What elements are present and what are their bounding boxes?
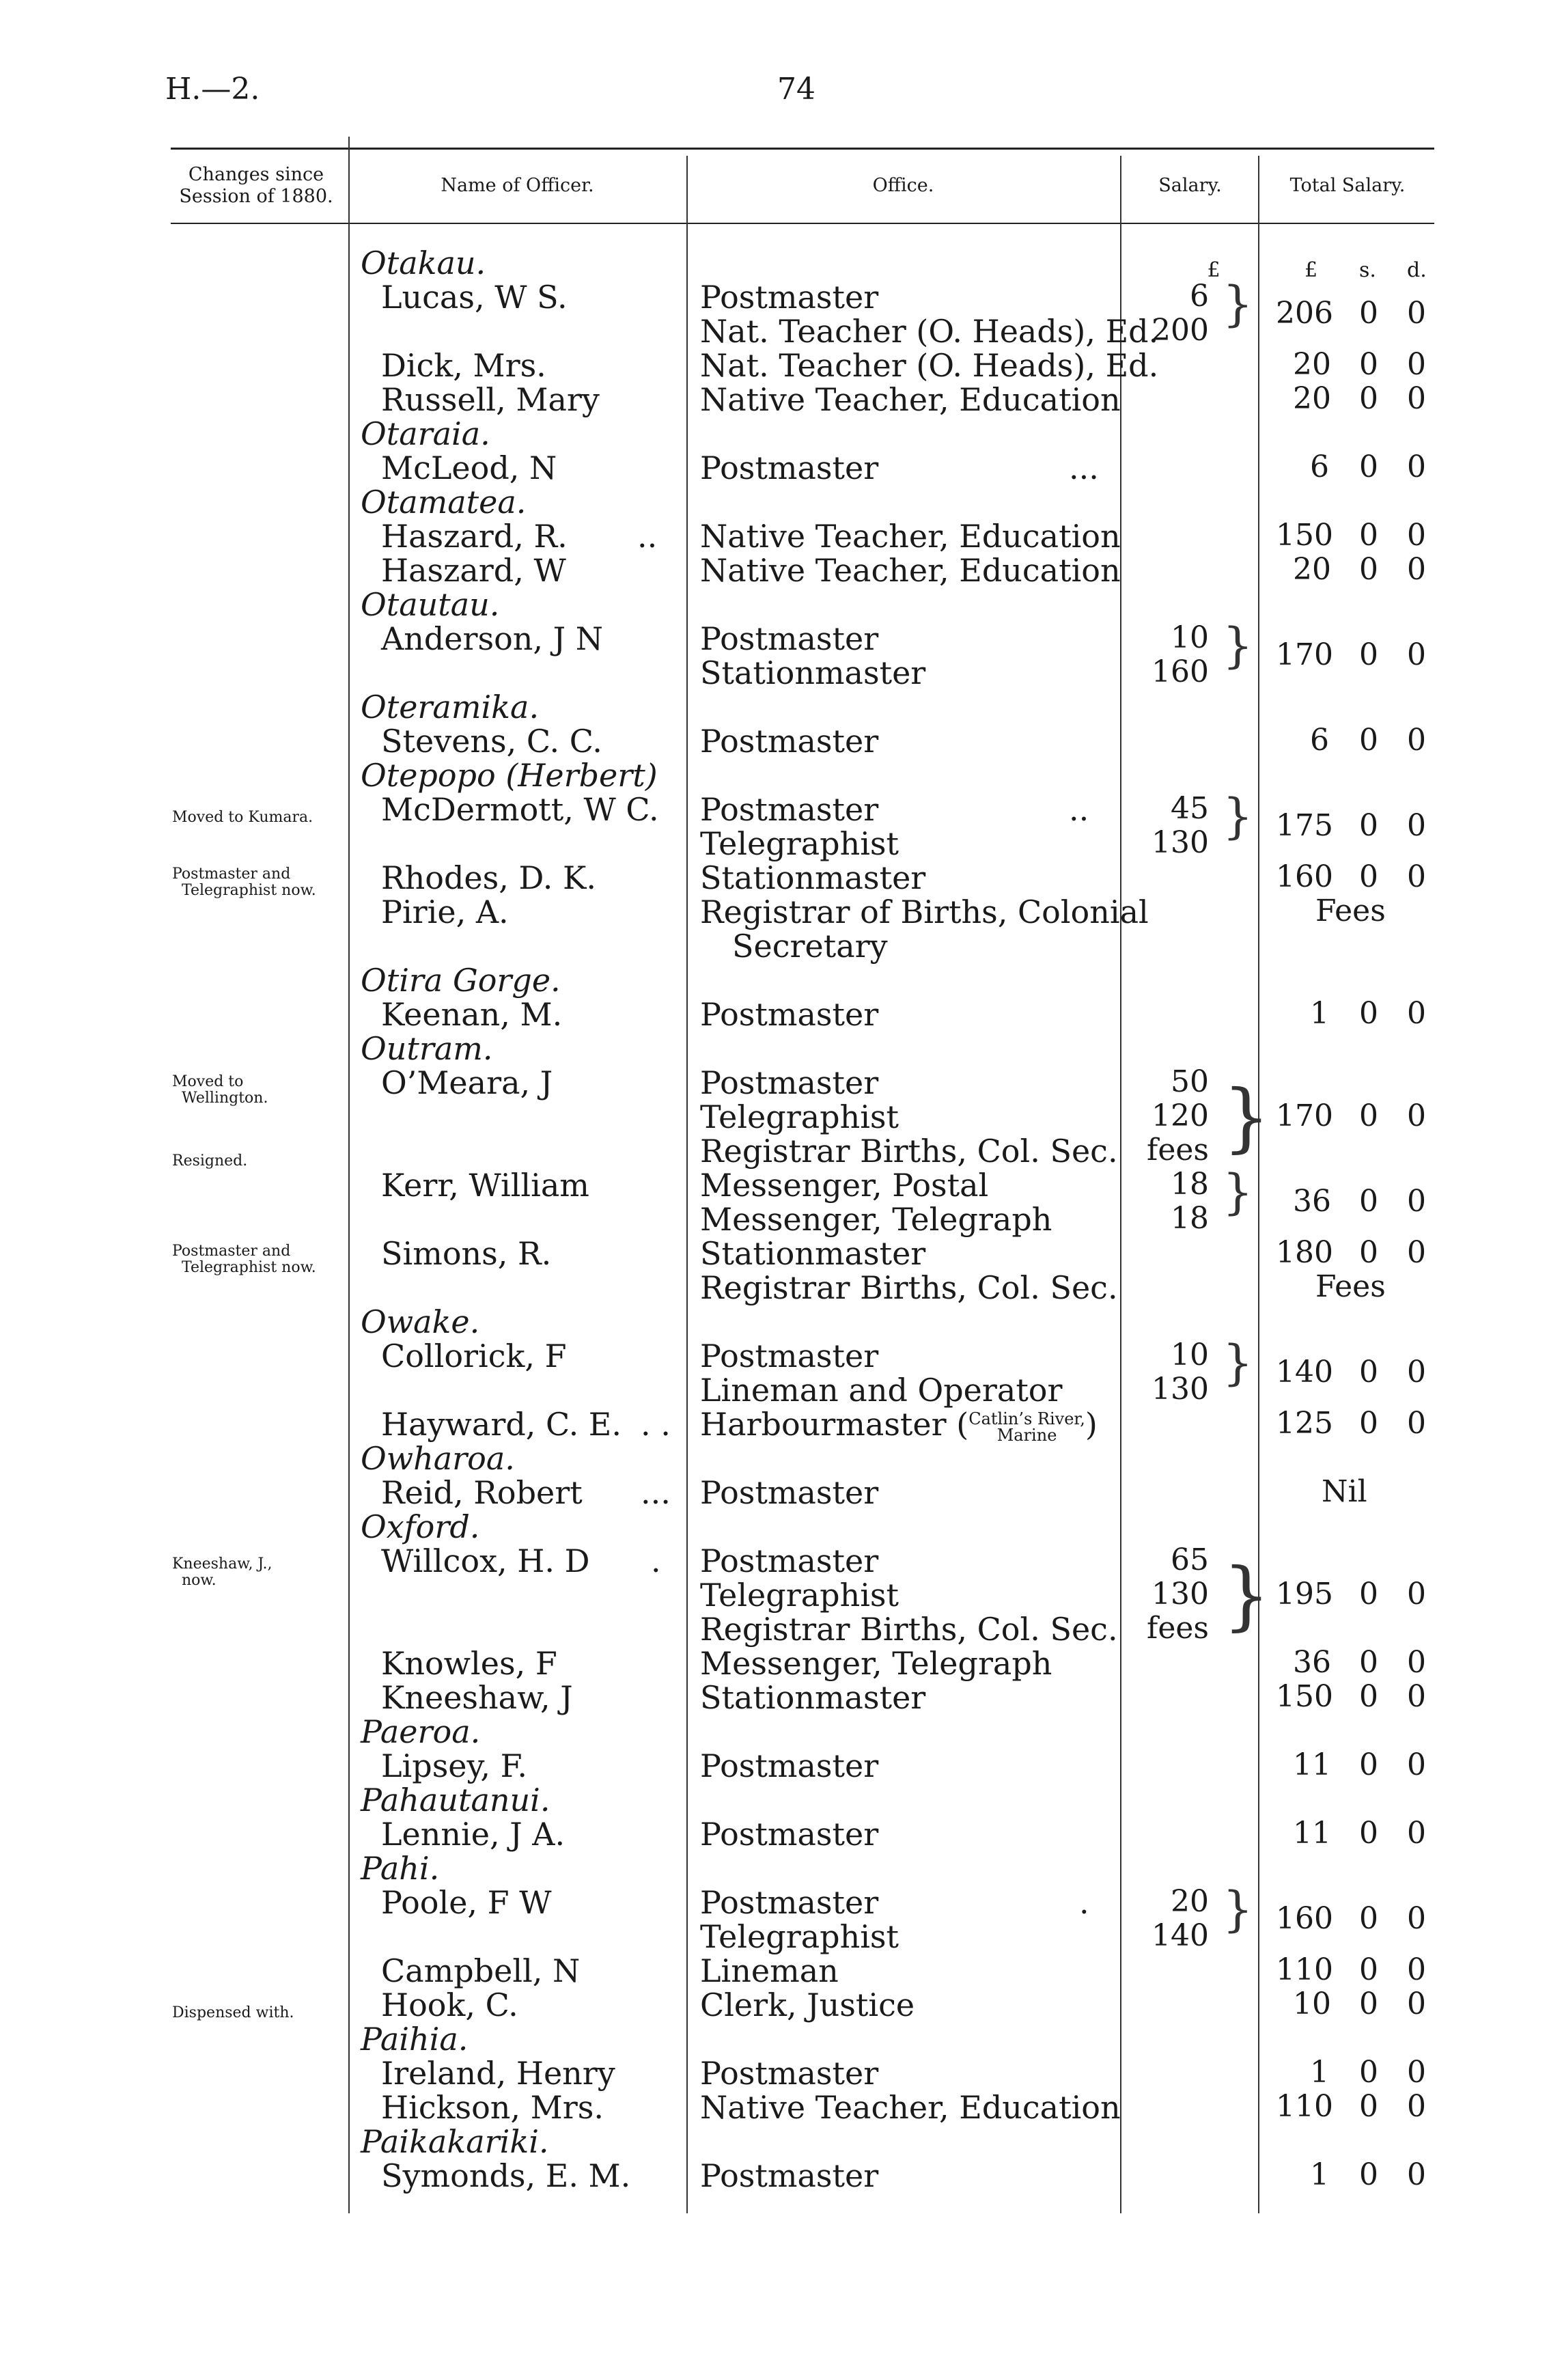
office-title: Telegraphist bbox=[700, 1098, 899, 1135]
salary-value: 65 bbox=[1171, 1542, 1209, 1577]
place-heading: Otakau. bbox=[361, 245, 486, 281]
office-title: Telegraphist bbox=[700, 1918, 899, 1955]
office-title: Registrar Births, Col. Sec. bbox=[700, 1133, 1118, 1170]
brace-glyph: } bbox=[1223, 1164, 1253, 1220]
officer-name: Keenan, M. bbox=[381, 996, 563, 1033]
total-row: 195 0 0 bbox=[1276, 1577, 1426, 1611]
salary-value: 50 bbox=[1171, 1064, 1209, 1099]
office-title: Postmaster bbox=[700, 2055, 879, 2092]
total-row: 110 0 0 bbox=[1276, 2089, 1426, 2124]
office-note: Catlin’s River, Marine bbox=[968, 1409, 1085, 1445]
total-row: 6 0 0 bbox=[1310, 449, 1426, 484]
total-row: 140 0 0 bbox=[1276, 1355, 1426, 1389]
change-note: Dispensed with. bbox=[172, 2004, 294, 2021]
office-title: Postmaster bbox=[700, 1816, 879, 1853]
header-name: Name of Officer. bbox=[441, 175, 594, 196]
column-divider-4 bbox=[1258, 156, 1259, 2213]
total-row: 150 0 0 bbox=[1276, 1679, 1426, 1714]
office-title: Harbourmaster (Catlin’s River, Marine ) bbox=[700, 1406, 1098, 1445]
officer-name: Kerr, William bbox=[381, 1167, 589, 1204]
officer-name: Ireland, Henry bbox=[381, 2055, 615, 2092]
total-row: 1 0 0 bbox=[1310, 996, 1426, 1031]
salary-value: 130 bbox=[1152, 1577, 1209, 1611]
total-row: 36 0 0 bbox=[1293, 1184, 1426, 1219]
salary-value: 10 bbox=[1171, 620, 1209, 655]
office-title: Telegraphist bbox=[700, 825, 899, 862]
officer-name: Rhodes, D. K. bbox=[381, 859, 596, 896]
total-row: 10 0 0 bbox=[1293, 1987, 1426, 2021]
officer-name: Stevens, C. C. bbox=[381, 723, 602, 760]
office-title: Nat. Teacher (O. Heads), Ed. bbox=[700, 347, 1159, 384]
office-title: Lineman and Operator bbox=[700, 1372, 1063, 1409]
office-title: Lineman bbox=[700, 1952, 839, 1989]
header-total: Total Salary. bbox=[1289, 175, 1406, 196]
table-header-rule bbox=[171, 223, 1434, 224]
change-note: Resigned. bbox=[172, 1152, 248, 1170]
officer-name: Symonds, E. M. bbox=[381, 2157, 631, 2194]
total-row: 6 0 0 bbox=[1310, 723, 1426, 758]
salary-value: 10 bbox=[1171, 1338, 1209, 1372]
total-row: 11 0 0 bbox=[1293, 1747, 1426, 1782]
office-title: Registrar Births, Col. Sec. bbox=[700, 1269, 1118, 1306]
total-row: 20 0 0 bbox=[1293, 347, 1426, 382]
office-title: Native Teacher, Education bbox=[700, 518, 1121, 555]
salary-unit: £ bbox=[1207, 258, 1220, 282]
total-row: 11 0 0 bbox=[1293, 1816, 1426, 1851]
office-title: Postmaster bbox=[700, 1064, 879, 1101]
officer-name: Kneeshaw, J bbox=[381, 1679, 573, 1716]
office-title: Postmaster bbox=[700, 1747, 879, 1784]
officer-name: Lipsey, F. bbox=[381, 1747, 528, 1784]
office-title: Messenger, Telegraph bbox=[700, 1201, 1052, 1238]
office-title: Postmaster bbox=[700, 996, 879, 1033]
office-title: Postmaster bbox=[700, 2157, 879, 2194]
place-heading: Owake. bbox=[361, 1303, 480, 1340]
officer-name: Russell, Mary bbox=[381, 381, 600, 418]
office-title: Native Teacher, Education bbox=[700, 2089, 1121, 2126]
officer-name: Pirie, A. bbox=[381, 894, 509, 930]
column-divider-2 bbox=[686, 156, 688, 2213]
brace-glyph: } bbox=[1223, 1073, 1270, 1161]
office-title: Registrar of Births, Colonial bbox=[700, 894, 1149, 930]
total-row: 20 0 0 bbox=[1293, 552, 1426, 587]
place-heading: Paeroa. bbox=[361, 1713, 481, 1750]
office-title: Postmaster . bbox=[700, 1884, 1089, 1921]
brace-glyph: } bbox=[1223, 276, 1253, 332]
officer-name: Hickson, Mrs. bbox=[381, 2089, 604, 2126]
place-heading: Pahautanui. bbox=[361, 1782, 550, 1818]
header-changes: Changes since Session of 1880. bbox=[179, 164, 333, 207]
salary-value: 130 bbox=[1152, 1372, 1209, 1407]
officer-name: Lennie, J A. bbox=[381, 1816, 566, 1853]
column-divider-1 bbox=[348, 137, 350, 2213]
total-row: 1 0 0 bbox=[1310, 2157, 1426, 2192]
total-row: 20 0 0 bbox=[1293, 381, 1426, 416]
place-heading: Paihia. bbox=[361, 2021, 469, 2058]
officer-name: Hook, C. bbox=[381, 1987, 518, 2023]
salary-value: fees bbox=[1147, 1611, 1209, 1646]
office-title: Postmaster bbox=[700, 723, 879, 760]
total-row: 150 0 0 bbox=[1276, 518, 1426, 553]
change-note: Postmaster and Telegraphist now. bbox=[172, 866, 316, 899]
place-heading: Otautau. bbox=[361, 586, 500, 623]
office-title: Postmaster bbox=[700, 620, 879, 657]
brace-glyph: } bbox=[1223, 1335, 1253, 1391]
office-title: Secretary bbox=[732, 928, 888, 965]
total-row: 125 0 0 bbox=[1276, 1406, 1426, 1441]
header-office: Office. bbox=[872, 175, 934, 196]
officer-name: Reid, Robert ... bbox=[381, 1474, 671, 1511]
total-fees: Fees bbox=[1315, 1269, 1386, 1304]
salary-value: 120 bbox=[1152, 1098, 1209, 1133]
office-title: Postmaster bbox=[700, 1338, 879, 1374]
office-title: Postmaster bbox=[700, 279, 879, 316]
office-title: Stationmaster bbox=[700, 654, 926, 691]
total-row: 170 0 0 bbox=[1276, 637, 1426, 672]
total-row: 160 0 0 bbox=[1276, 1901, 1426, 1936]
change-note: Moved to Kumara. bbox=[172, 809, 313, 826]
place-heading: Otepopo (Herbert) bbox=[361, 757, 658, 794]
officer-name: O’Meara, J bbox=[381, 1064, 553, 1101]
total-row: 180 0 0 bbox=[1276, 1235, 1426, 1270]
total-row: 1 0 0 bbox=[1310, 2055, 1426, 2090]
officer-name: Anderson, J N bbox=[381, 620, 603, 657]
salary-value: 200 bbox=[1152, 313, 1209, 348]
office-title: Nat. Teacher (O. Heads), Ed. bbox=[700, 313, 1159, 350]
brace-glyph: } bbox=[1223, 1551, 1270, 1639]
office-title: Postmaster bbox=[700, 1542, 879, 1579]
total-row: 110 0 0 bbox=[1276, 1952, 1426, 1987]
brace-glyph: } bbox=[1223, 618, 1253, 674]
officer-name: Dick, Mrs. bbox=[381, 347, 546, 384]
salary-value: 45 bbox=[1171, 791, 1209, 826]
officer-name: Poole, F W bbox=[381, 1884, 552, 1921]
change-note: Moved to Wellington. bbox=[172, 1073, 268, 1107]
brace-glyph: } bbox=[1223, 1881, 1253, 1937]
pounds-unit: £ bbox=[1304, 258, 1318, 282]
officer-name: Willcox, H. D . bbox=[381, 1542, 661, 1579]
salary-value: 6 bbox=[1190, 279, 1209, 314]
place-heading: Owharoa. bbox=[361, 1440, 515, 1477]
total-nil: Nil bbox=[1322, 1474, 1367, 1509]
officer-name: McDermott, W C. bbox=[381, 791, 659, 828]
page-number: 74 bbox=[777, 72, 815, 107]
office-title: Clerk, Justice bbox=[700, 1987, 915, 2023]
officer-name: Campbell, N bbox=[381, 1952, 581, 1989]
salary-value: 140 bbox=[1152, 1918, 1209, 1953]
salary-value: 18 bbox=[1171, 1167, 1209, 1202]
officer-name: Lucas, W S. bbox=[381, 279, 568, 316]
total-row: 170 0 0 bbox=[1276, 1098, 1426, 1133]
office-title: Registrar Births, Col. Sec. bbox=[700, 1611, 1118, 1648]
officer-name: McLeod, N bbox=[381, 449, 557, 486]
office-title: Native Teacher, Education bbox=[700, 381, 1121, 418]
place-heading: Paikakariki. bbox=[361, 2123, 549, 2160]
total-row: 160 0 0 bbox=[1276, 859, 1426, 894]
officer-name: Haszard, R. .. bbox=[381, 518, 658, 555]
total-row: 175 0 0 bbox=[1276, 808, 1426, 843]
place-heading: Oxford. bbox=[361, 1508, 480, 1545]
total-row: 206 0 0 bbox=[1276, 296, 1426, 331]
salary-value: 18 bbox=[1171, 1201, 1209, 1236]
office-title: Stationmaster bbox=[700, 1679, 926, 1716]
officer-name: Hayward, C. E. . . bbox=[381, 1406, 671, 1443]
shillings-unit: s. bbox=[1359, 258, 1376, 282]
office-title: Postmaster bbox=[700, 1474, 879, 1511]
office-title: Native Teacher, Education bbox=[700, 552, 1121, 589]
office-title: Messenger, Postal bbox=[700, 1167, 989, 1204]
page-reference: H.—2. bbox=[165, 72, 260, 107]
place-heading: Otira Gorge. bbox=[361, 962, 561, 999]
header-salary: Salary. bbox=[1158, 175, 1222, 196]
total-row: 36 0 0 bbox=[1293, 1645, 1426, 1680]
office-title: Stationmaster bbox=[700, 859, 926, 896]
office-title: Messenger, Telegraph bbox=[700, 1645, 1052, 1682]
officer-name: Knowles, F bbox=[381, 1645, 557, 1682]
table-top-rule bbox=[171, 148, 1434, 150]
place-heading: Oteramika. bbox=[361, 689, 540, 725]
brace-glyph: } bbox=[1223, 788, 1253, 844]
officer-name: Collorick, F bbox=[381, 1338, 567, 1374]
salary-value: 160 bbox=[1152, 654, 1209, 689]
salary-value: 20 bbox=[1171, 1884, 1209, 1919]
office-title: Stationmaster bbox=[700, 1235, 926, 1272]
salary-value: 130 bbox=[1152, 825, 1209, 860]
office-title: Postmaster ... bbox=[700, 449, 1099, 486]
place-heading: Otamatea. bbox=[361, 484, 527, 521]
pence-unit: d. bbox=[1407, 258, 1427, 282]
salary-value: fees bbox=[1147, 1133, 1209, 1167]
office-title: Postmaster .. bbox=[700, 791, 1089, 828]
office-title: Telegraphist bbox=[700, 1577, 899, 1614]
change-note: Kneeshaw, J., now. bbox=[172, 1555, 273, 1589]
place-heading: Outram. bbox=[361, 1030, 493, 1067]
change-note: Postmaster and Telegraphist now. bbox=[172, 1243, 316, 1276]
place-heading: Otaraia. bbox=[361, 415, 490, 452]
place-heading: Pahi. bbox=[361, 1850, 440, 1887]
total-fees: Fees bbox=[1315, 894, 1386, 928]
officer-name: Simons, R. bbox=[381, 1235, 552, 1272]
officer-name: Haszard, W bbox=[381, 552, 566, 589]
